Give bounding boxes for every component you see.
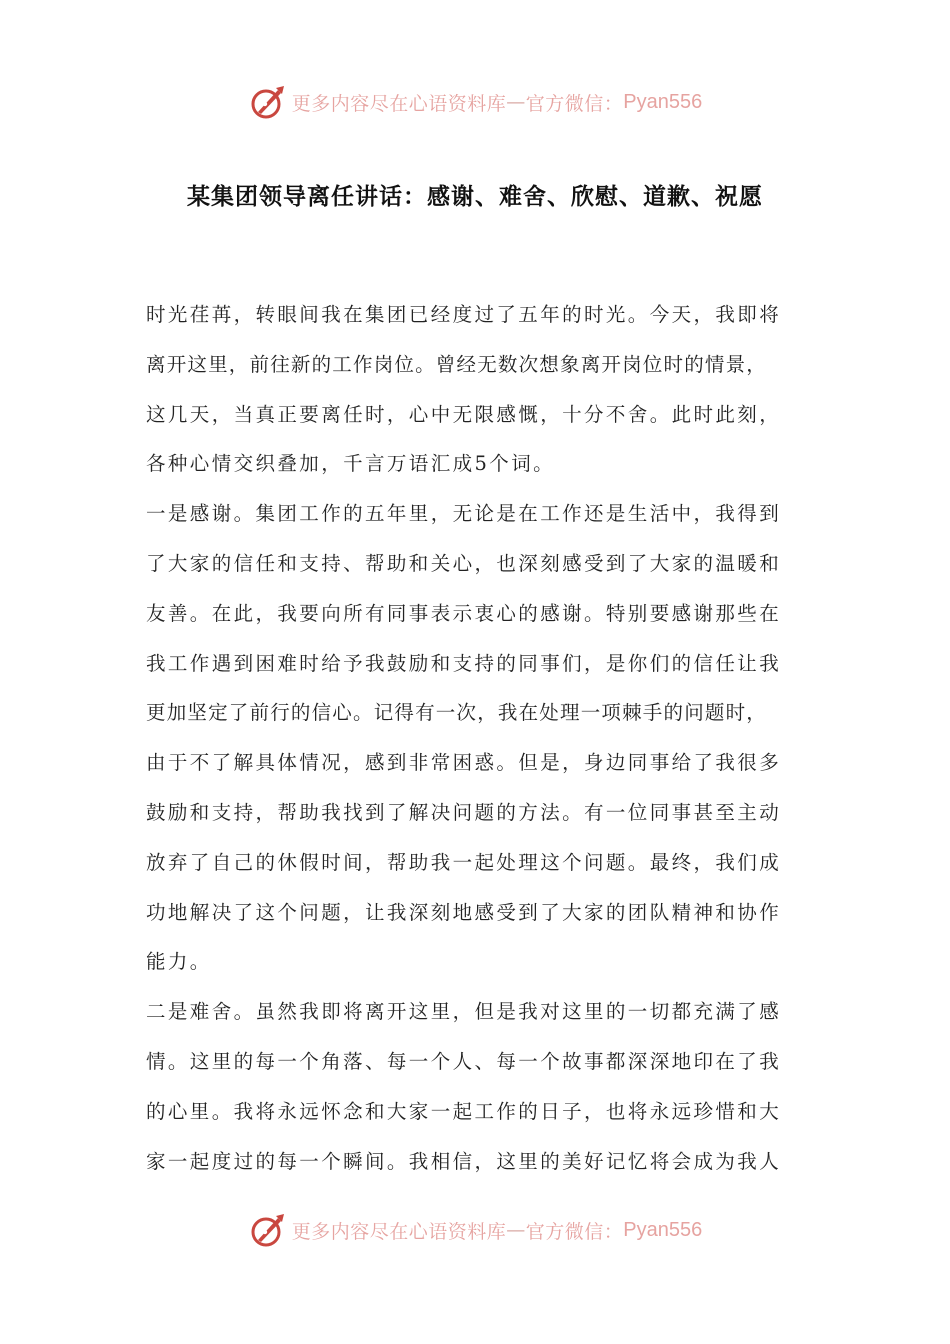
body-line: 鼓励和支持，帮助我找到了解决问题的方法。有一位同事甚至主动	[146, 800, 782, 824]
footer-watermark-banner	[0, 1208, 950, 1252]
body-line: 我工作遇到困难时给予我鼓励和支持的同事们，是你们的信任让我	[146, 651, 782, 675]
page-title: 某集团领导离任讲话：感谢、难舍、欣慰、道歉、祝愿	[187, 183, 763, 210]
banner-wechat-label: 官方微信：	[525, 92, 624, 115]
body-line: 能力。	[146, 950, 212, 974]
body-line: 由于不了解具体情况，感到非常困惑。但是，身边同事给了我很多	[146, 751, 782, 775]
body-line: 这几天，当真正要离任时，心中无限感慨，十分不舍。此时此刻，	[146, 402, 782, 426]
body-line: 家一起度过的每一个瞬间。我相信，这里的美好记忆将会成为我人	[146, 1149, 782, 1173]
banner-site-text: 更多内容尽在心语资料库	[291, 92, 507, 115]
body-line: 情。这里的每一个角落、每一个人、每一个故事都深深地印在了我	[146, 1049, 782, 1073]
banner-site-text: 更多内容尽在心语资料库	[291, 1220, 507, 1243]
body-line: 放弃了自己的休假时间，帮助我一起处理这个问题。最终，我们成	[146, 850, 782, 874]
body-line: 二是难舍。虽然我即将离开这里，但是我对这里的一切都充满了感	[146, 1000, 782, 1024]
banner-separator: —	[506, 1219, 526, 1241]
quill-logo-icon	[248, 82, 288, 122]
body-line: 各种心情交织叠加，千言万语汇成5个词。	[146, 452, 556, 476]
banner-separator: —	[506, 91, 526, 113]
document-body	[146, 290, 826, 1186]
banner-wechat-label: 官方微信：	[525, 1220, 624, 1243]
quill-logo-icon	[248, 1210, 288, 1250]
body-line: 时光荏苒，转眼间我在集团已经度过了五年的时光。今天，我即将	[146, 303, 782, 326]
body-line: 离开这里，前往新的工作岗位。曾经无数次想象离开岗位时的情景，	[146, 352, 768, 376]
header-watermark-banner	[0, 80, 950, 124]
body-line: 的心里。我将永远怀念和大家一起工作的日子，也将永远珍惜和大	[146, 1099, 782, 1123]
banner-wechat-handle: Pyan556	[623, 1218, 703, 1241]
body-line: 更加坚定了前行的信心。记得有一次，我在处理一项棘手的问题时，	[146, 701, 768, 725]
body-line: 了大家的信任和支持、帮助和关心，也深刻感受到了大家的温暖和	[146, 551, 782, 575]
body-line: 一是感谢。集团工作的五年里，无论是在工作还是生活中，我得到	[146, 502, 782, 526]
body-line: 功地解决了这个问题，让我深刻地感受到了大家的团队精神和协作	[146, 900, 782, 924]
body-line: 友善。在此，我要向所有同事表示衷心的感谢。特别要感谢那些在	[146, 601, 782, 625]
banner-wechat-handle: Pyan556	[623, 90, 703, 113]
